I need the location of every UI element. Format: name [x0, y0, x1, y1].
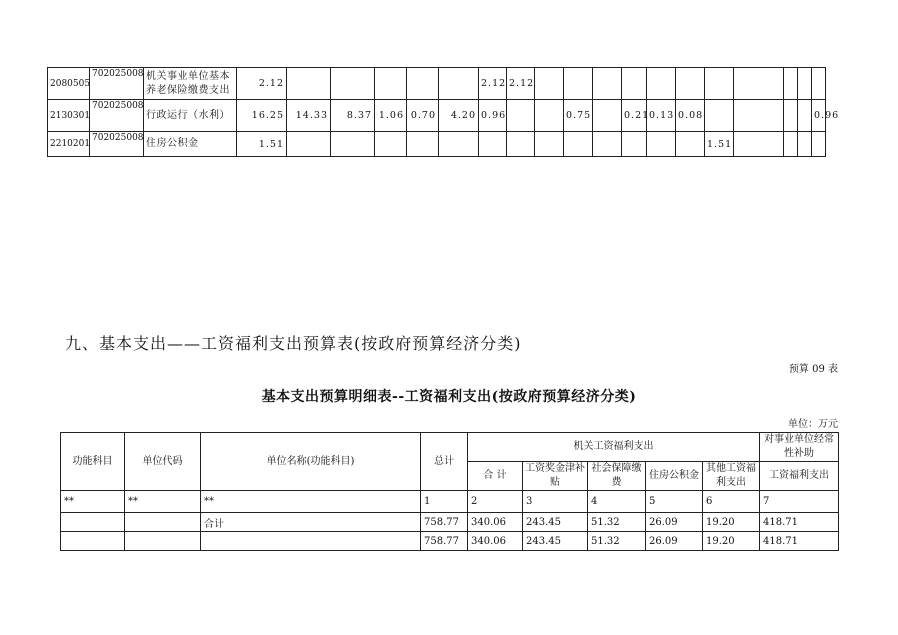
- value-cell: [439, 132, 479, 157]
- value-cell: 0.13: [647, 100, 676, 132]
- value-cell: 0.75: [564, 100, 593, 132]
- value-cell: 1.51: [705, 132, 734, 157]
- value-cell: [798, 132, 812, 157]
- value-cell: [331, 132, 375, 157]
- value-cell: 758.77: [421, 513, 468, 532]
- value-cell: [647, 132, 676, 157]
- value-cell: [734, 68, 784, 100]
- header-salary-bonus: 工资奖金津补贴: [523, 462, 588, 491]
- value-cell: [507, 100, 535, 132]
- value-cell: [784, 132, 798, 157]
- value-cell: [564, 68, 593, 100]
- value-cell: [798, 100, 812, 132]
- unit-code-cell: 702025008: [90, 100, 144, 132]
- header-unit-code: 单位代码: [125, 433, 201, 491]
- header-other-welfare: 其他工资福利支出: [703, 462, 760, 491]
- table-title: 基本支出预算明细表--工资福利支出(按政府预算经济分类): [261, 389, 637, 405]
- value-cell: [407, 132, 439, 157]
- header-row: [61, 433, 839, 462]
- header-social-security: 社会保障缴费: [588, 462, 646, 491]
- index-cell: 7: [760, 491, 839, 513]
- unit-label: 单位：万元: [788, 419, 838, 430]
- value-cell: [593, 68, 622, 100]
- index-cell: 1: [421, 491, 468, 513]
- index-cell: **: [125, 491, 201, 513]
- header-inst-subsidy-group: 对事业单位经常性补助: [760, 433, 839, 462]
- table-row: [48, 132, 858, 157]
- index-cell: 2: [468, 491, 523, 513]
- value-cell: [734, 132, 784, 157]
- value-cell: [535, 100, 564, 132]
- index-cell: 3: [523, 491, 588, 513]
- index-cell: 4: [588, 491, 646, 513]
- value-cell: [439, 68, 479, 100]
- header-subtotal: 合 计: [468, 462, 523, 491]
- table-cell: [125, 532, 201, 551]
- value-cell: [798, 68, 812, 100]
- value-cell: 51.32: [588, 532, 646, 551]
- expense-detail-table-continued: [47, 67, 858, 157]
- value-cell: 2.12: [507, 68, 535, 100]
- item-name-cell: 机关事业单位基本养老保险缴费支出: [144, 68, 237, 100]
- value-cell: [564, 132, 593, 157]
- value-cell: 243.45: [523, 513, 588, 532]
- value-cell: [331, 68, 375, 100]
- salary-welfare-budget-table: [60, 432, 839, 551]
- value-cell: [535, 132, 564, 157]
- header-gov-welfare-group: 机关工资福利支出: [468, 433, 760, 462]
- value-cell: 0.96: [812, 100, 826, 132]
- value-cell: [593, 132, 622, 157]
- function-code-cell: 2210201: [48, 132, 90, 157]
- value-cell: 2.12: [479, 68, 507, 100]
- table-cell: [201, 532, 421, 551]
- table-row: [48, 68, 858, 100]
- value-cell: 26.09: [646, 513, 703, 532]
- item-name-cell: 住房公积金: [144, 132, 237, 157]
- value-cell: [784, 100, 798, 132]
- value-cell: 0.21: [622, 100, 647, 132]
- value-cell: 1.06: [375, 100, 407, 132]
- value-cell: 243.45: [523, 532, 588, 551]
- value-cell: [507, 132, 535, 157]
- value-cell: [812, 68, 826, 100]
- table-cell: [125, 513, 201, 532]
- header-func-subject: 功能科目: [61, 433, 125, 491]
- function-code-cell: 2080505: [48, 68, 90, 100]
- index-cell: 6: [703, 491, 760, 513]
- value-cell: 0.96: [479, 100, 507, 132]
- value-cell: 418.71: [760, 513, 839, 532]
- value-cell: [676, 132, 705, 157]
- value-cell: [705, 100, 734, 132]
- value-cell: 8.37: [331, 100, 375, 132]
- value-cell: 4.20: [439, 100, 479, 132]
- value-cell: [622, 68, 647, 100]
- section-title: 九、基本支出——工资福利支出预算表(按政府预算经济分类): [65, 334, 522, 353]
- value-cell: [287, 132, 331, 157]
- value-cell: [647, 68, 676, 100]
- value-cell: [784, 68, 798, 100]
- value-cell: 1.51: [237, 132, 287, 157]
- value-cell: [375, 68, 407, 100]
- index-cell: 5: [646, 491, 703, 513]
- value-cell: 340.06: [468, 513, 523, 532]
- value-cell: [622, 132, 647, 157]
- value-cell: [375, 132, 407, 157]
- form-number: 预算 09 表: [788, 364, 838, 375]
- value-cell: 758.77: [421, 532, 468, 551]
- value-cell: 51.32: [588, 513, 646, 532]
- value-cell: 418.71: [760, 532, 839, 551]
- item-name-cell: 行政运行（水利）: [144, 100, 237, 132]
- table-row: [61, 532, 839, 551]
- total-label: 合计: [201, 513, 421, 532]
- value-cell: [479, 132, 507, 157]
- value-cell: 0.08: [676, 100, 705, 132]
- value-cell: 19.20: [703, 513, 760, 532]
- table-row: [48, 100, 858, 132]
- value-cell: 26.09: [646, 532, 703, 551]
- header-unit-name: 单位名称(功能科目): [201, 433, 421, 491]
- header-housing-fund: 住房公积金: [646, 462, 703, 491]
- value-cell: 340.06: [468, 532, 523, 551]
- unit-code-cell: 702025008: [90, 68, 144, 100]
- index-cell: **: [201, 491, 421, 513]
- value-cell: [535, 68, 564, 100]
- header-inst-welfare: 工资福利支出: [760, 462, 839, 491]
- value-cell: 2.12: [237, 68, 287, 100]
- header-total: 总计: [421, 433, 468, 491]
- value-cell: [734, 100, 784, 132]
- table-cell: [61, 513, 125, 532]
- value-cell: 16.25: [237, 100, 287, 132]
- value-cell: [812, 132, 826, 157]
- value-cell: [287, 68, 331, 100]
- value-cell: 14.33: [287, 100, 331, 132]
- value-cell: 0.70: [407, 100, 439, 132]
- value-cell: 19.20: [703, 532, 760, 551]
- value-cell: [593, 100, 622, 132]
- unit-code-cell: 702025008: [90, 132, 144, 157]
- function-code-cell: 2130301: [48, 100, 90, 132]
- value-cell: [705, 68, 734, 100]
- value-cell: [676, 68, 705, 100]
- index-row: [61, 491, 839, 513]
- total-row: [61, 513, 839, 532]
- index-cell: **: [61, 491, 125, 513]
- value-cell: [407, 68, 439, 100]
- table-cell: [61, 532, 125, 551]
